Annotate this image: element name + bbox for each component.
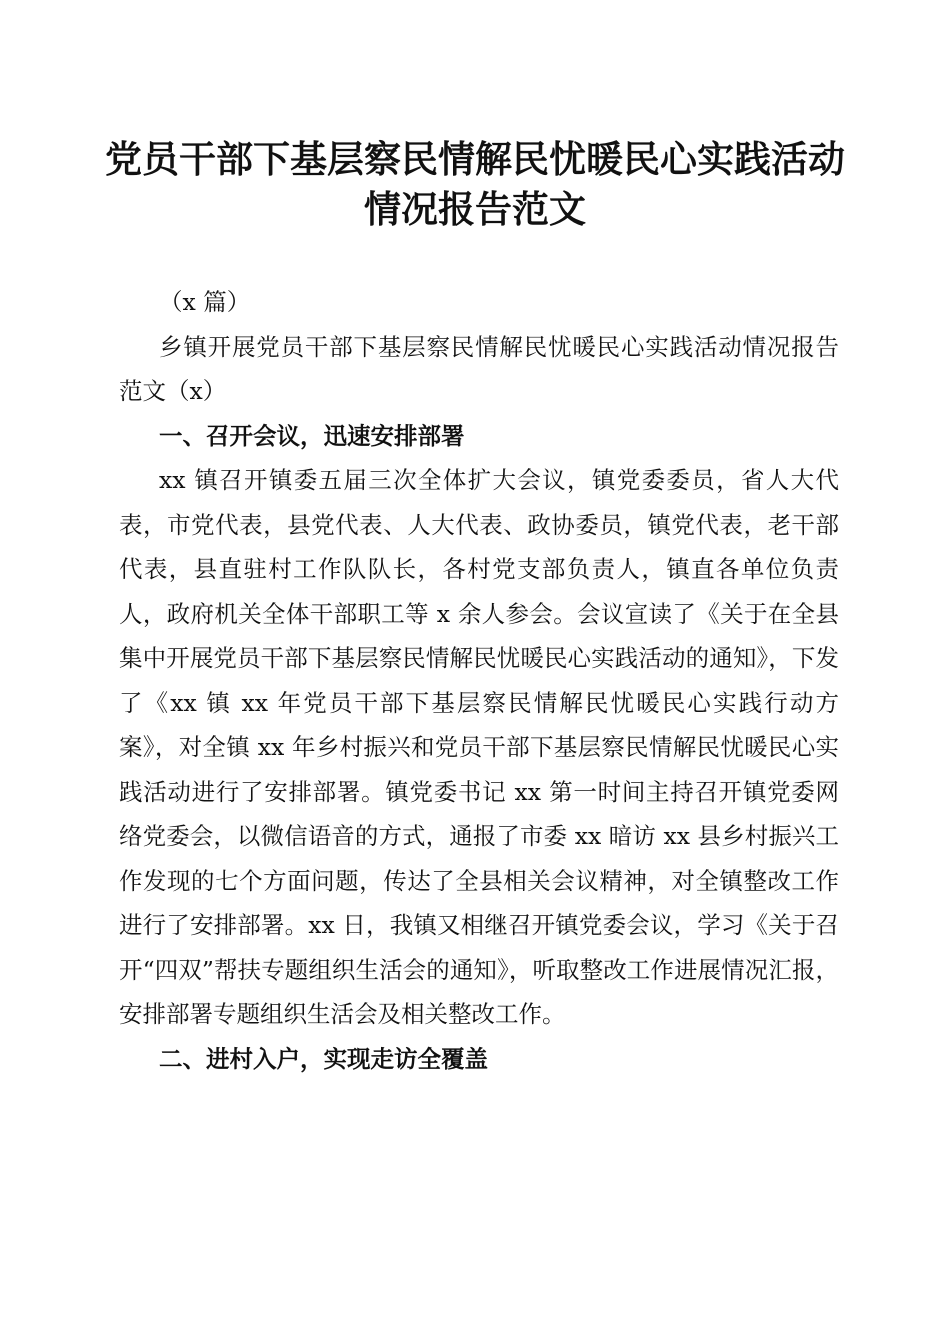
chapter-mark: （x 篇） bbox=[159, 288, 251, 316]
section-1-paragraph: xx 镇召开镇委五届三次全体扩大会议，镇党委委员，省人大代表，市党代表，县党代表、人大代表、政协委员，镇党代表，老干部代表，县直驻村工作队队长，各村党支部负责人，镇直各单位负责人，政府机关全体干部职工等 x 余人参会。会议宣读了《关于在全县集中开展党员干部下基层察民情解民忧暖民心实践活动的通知》，下发了《xx 镇 xx 年党员干部下基层察民情解民忧暖民心实践行动方案》，对全镇 xx 年乡村振兴和党员干部下基层察民情解民忧暖民心实践活动进行了安排部署。镇党委书记 xx 第一时间主持召开镇党委网络党委会，以微信语音的方式，通报了市委 xx 暗访 xx 县乡村振兴工作发现的七个方面问题，传达了全县相关会议精神，对全镇整改工作进行了安排部署。xx 日，我镇又相继召开镇党委会议，学习《关于召开“四双”帮扶专题组织生活会的通知》，听取整改工作进展情况汇报，安排部署专题组织生活会及相关整改工作。 bbox=[119, 466, 839, 1028]
document-body bbox=[119, 280, 839, 1081]
document-title-line-2: 情况报告范文 bbox=[364, 187, 586, 231]
document-title-line-1: 党员干部下基层察民情解民忧暖民心实践活动 bbox=[105, 137, 845, 181]
section-2-heading: 二、进村入户，实现走访全覆盖 bbox=[159, 1044, 488, 1073]
intro-paragraph: 乡镇开展党员干部下基层察民情解民忧暖民心实践活动情况报告范文（x） bbox=[119, 332, 839, 405]
section-1-heading: 一、召开会议，迅速安排部署 bbox=[159, 421, 465, 450]
